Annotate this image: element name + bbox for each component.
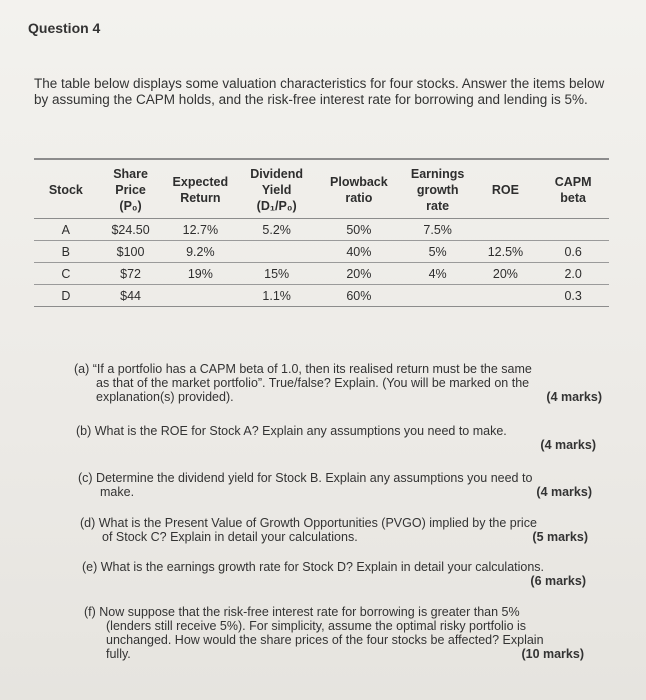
cell-roe xyxy=(474,219,538,241)
marks-label: (4 marks) xyxy=(546,390,602,404)
question-text-line: unchanged. How would the share prices of the four stocks be affected? Explain xyxy=(106,633,544,647)
question-text-line: (b) What is the ROE for Stock A? Explain any assumptions you need to make. xyxy=(76,424,507,438)
table-header-row xyxy=(34,159,609,219)
cell-dividend: 5.2% xyxy=(237,219,316,241)
question-item xyxy=(74,362,602,404)
header-roe: ROE xyxy=(474,159,538,219)
cell-roe: 20% xyxy=(474,263,538,285)
cell-dividend: 15% xyxy=(237,263,316,285)
question-item xyxy=(76,424,596,452)
cell-plowback: 60% xyxy=(316,285,402,307)
question-title: Question 4 xyxy=(28,20,101,36)
intro-paragraph: The table below displays some valuation characteristics for four stocks. Answer the items below by assuming the CAPM holds, and the risk-free interest rate for borrowing and lending is 5%. xyxy=(34,76,605,107)
table-row xyxy=(34,285,609,307)
cell-plowback: 50% xyxy=(316,219,402,241)
question-text-line: (f) Now suppose that the risk-free interest rate for borrowing is greater than 5% xyxy=(84,605,520,619)
table-row xyxy=(34,219,609,241)
header-plowback-ratio: Plowback ratio xyxy=(316,159,402,219)
cell-stock: D xyxy=(34,285,98,307)
valuation-table xyxy=(34,158,609,307)
cell-roe: 12.5% xyxy=(474,241,538,263)
cell-plowback: 20% xyxy=(316,263,402,285)
cell-beta xyxy=(537,219,609,241)
cell-price: $44 xyxy=(98,285,164,307)
question-text-line: (a) “If a portfolio has a CAPM beta of 1.0, then its realised return must be the same xyxy=(74,362,532,376)
question-text-line: (c) Determine the dividend yield for Stock B. Explain any assumptions you need to xyxy=(78,471,533,485)
cell-plowback: 40% xyxy=(316,241,402,263)
cell-beta: 2.0 xyxy=(537,263,609,285)
question-text-line: (e) What is the earnings growth rate for Stock D? Explain in detail your calculations. xyxy=(82,560,545,574)
question-item xyxy=(78,471,592,499)
header-share-price: Share Price (P₀) xyxy=(98,159,164,219)
cell-growth xyxy=(402,285,474,307)
marks-label: (6 marks) xyxy=(530,574,586,588)
cell-expected: 9.2% xyxy=(163,241,237,263)
marks-label: (4 marks) xyxy=(540,438,596,452)
cell-price: $72 xyxy=(98,263,164,285)
question-text-line: as that of the market portfolio”. True/false? Explain. (You will be marked on the xyxy=(96,376,530,390)
question-text-line: fully. (10 marks) xyxy=(106,647,584,661)
question-item xyxy=(80,516,588,544)
marks-label: (10 marks) xyxy=(521,647,584,661)
table-row xyxy=(34,241,609,263)
header-dividend-yield: Dividend Yield (D₁/P₀) xyxy=(237,159,316,219)
cell-price: $100 xyxy=(98,241,164,263)
cell-stock: B xyxy=(34,241,98,263)
cell-expected: 12.7% xyxy=(163,219,237,241)
question-text-line: of Stock C? Explain in detail your calculations. (5 marks) xyxy=(102,530,588,544)
cell-stock: C xyxy=(34,263,98,285)
cell-dividend xyxy=(237,241,316,263)
cell-price: $24.50 xyxy=(98,219,164,241)
question-text-line: explanation(s) provided). (4 marks) xyxy=(96,390,602,404)
question-item xyxy=(82,560,586,588)
header-capm-beta: CAPM beta xyxy=(537,159,609,219)
question-text-line: (lenders still receive 5%). For simplicity, assume the optimal risky portfolio is xyxy=(106,619,527,633)
marks-label: (4 marks) xyxy=(536,485,592,499)
table-row xyxy=(34,263,609,285)
cell-expected: 19% xyxy=(163,263,237,285)
question-text-line: (d) What is the Present Value of Growth Opportunities (PVGO) implied by the price xyxy=(80,516,537,530)
marks-label: (5 marks) xyxy=(532,530,588,544)
cell-beta: 0.3 xyxy=(537,285,609,307)
cell-dividend: 1.1% xyxy=(237,285,316,307)
question-text-line: make. (4 marks) xyxy=(100,485,592,499)
cell-stock: A xyxy=(34,219,98,241)
cell-growth: 7.5% xyxy=(402,219,474,241)
header-stock: Stock xyxy=(34,159,98,219)
cell-beta: 0.6 xyxy=(537,241,609,263)
cell-growth: 4% xyxy=(402,263,474,285)
question-item xyxy=(84,605,584,661)
cell-expected xyxy=(163,285,237,307)
header-expected-return: Expected Return xyxy=(163,159,237,219)
header-earnings-growth: Earnings growth rate xyxy=(402,159,474,219)
cell-roe xyxy=(474,285,538,307)
cell-growth: 5% xyxy=(402,241,474,263)
